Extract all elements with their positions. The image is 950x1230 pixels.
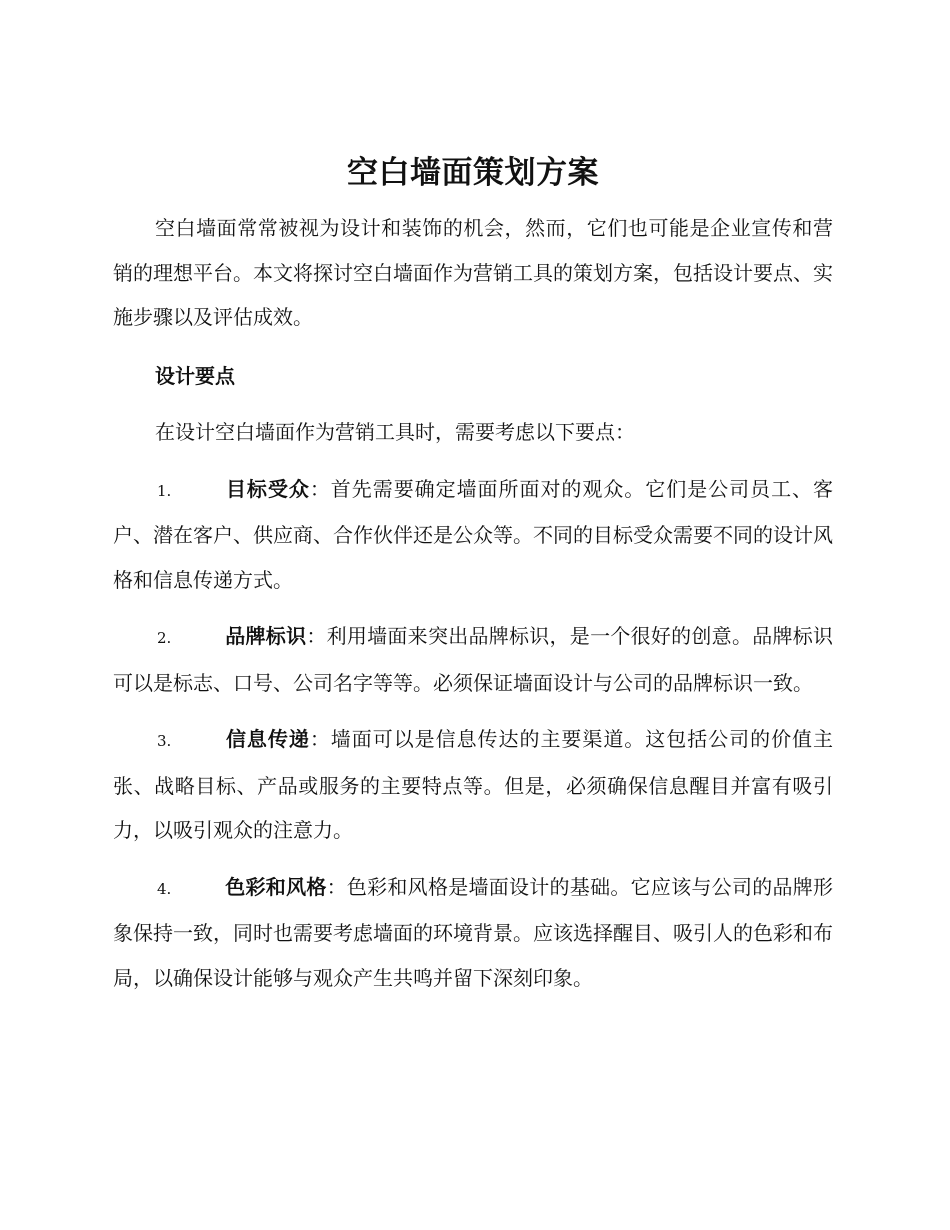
section-heading: 设计要点 bbox=[155, 363, 235, 388]
list-item-text: ：利用墙面来突出品牌标识，是一个很好的创意。品牌标识可以是标志、口号、公司名字等等。必须保证墙面设计与公司的品牌标识一致。 bbox=[113, 624, 834, 695]
list-item-term: 目标受众 bbox=[225, 476, 310, 501]
document-title: 空白墙面策划方案 bbox=[347, 155, 599, 191]
list-item-term: 色彩和风格 bbox=[225, 874, 327, 899]
list-item-number: 2. bbox=[157, 629, 172, 647]
list-item-term: 信息传递 bbox=[225, 727, 310, 751]
intro-paragraph: 空白墙面常常被视为设计和装饰的机会，然而，它们也可能是企业宣传和营销的理想平台。本文将探讨空白墙面作为营销工具的策划方案，包括设计要点、实施步骤以及评估成效。 bbox=[113, 216, 833, 329]
list-item bbox=[113, 467, 833, 603]
list-item-text: ：色彩和风格是墙面设计的基础。它应该与公司的品牌形象保持一致，同时也需要考虑墙面的环境背景。应该选择醒目、吸引人的色彩和布局，以确保设计能够与观众产生共鸣并留下深刻印象。 bbox=[113, 874, 834, 990]
list-item bbox=[113, 717, 833, 853]
list-item-term: 品牌标识 bbox=[225, 624, 307, 648]
section-lead-paragraph: 在设计空白墙面作为营销工具时，需要考虑以下要点： bbox=[155, 420, 635, 444]
list-item bbox=[113, 614, 833, 705]
document-page bbox=[113, 150, 833, 1000]
list-item-number: 1. bbox=[157, 481, 172, 500]
list-item-text: ：首先需要确定墙面所面对的观众。它们是公司员工、客户、潜在客户、供应商、合作伙伴还是公众等。不同的目标受众需要不同的设计风格和信息传递方式。 bbox=[113, 476, 834, 592]
list-item bbox=[113, 865, 833, 1001]
list-item-number: 4. bbox=[157, 879, 172, 898]
list-item-number: 3. bbox=[157, 732, 172, 750]
list-item-text: ：墙面可以是信息传达的主要渠道。这包括公司的价值主张、战略目标、产品或服务的主要特点等。但是，必须确保信息醒目并富有吸引力，以吸引观众的注意力。 bbox=[113, 727, 834, 842]
